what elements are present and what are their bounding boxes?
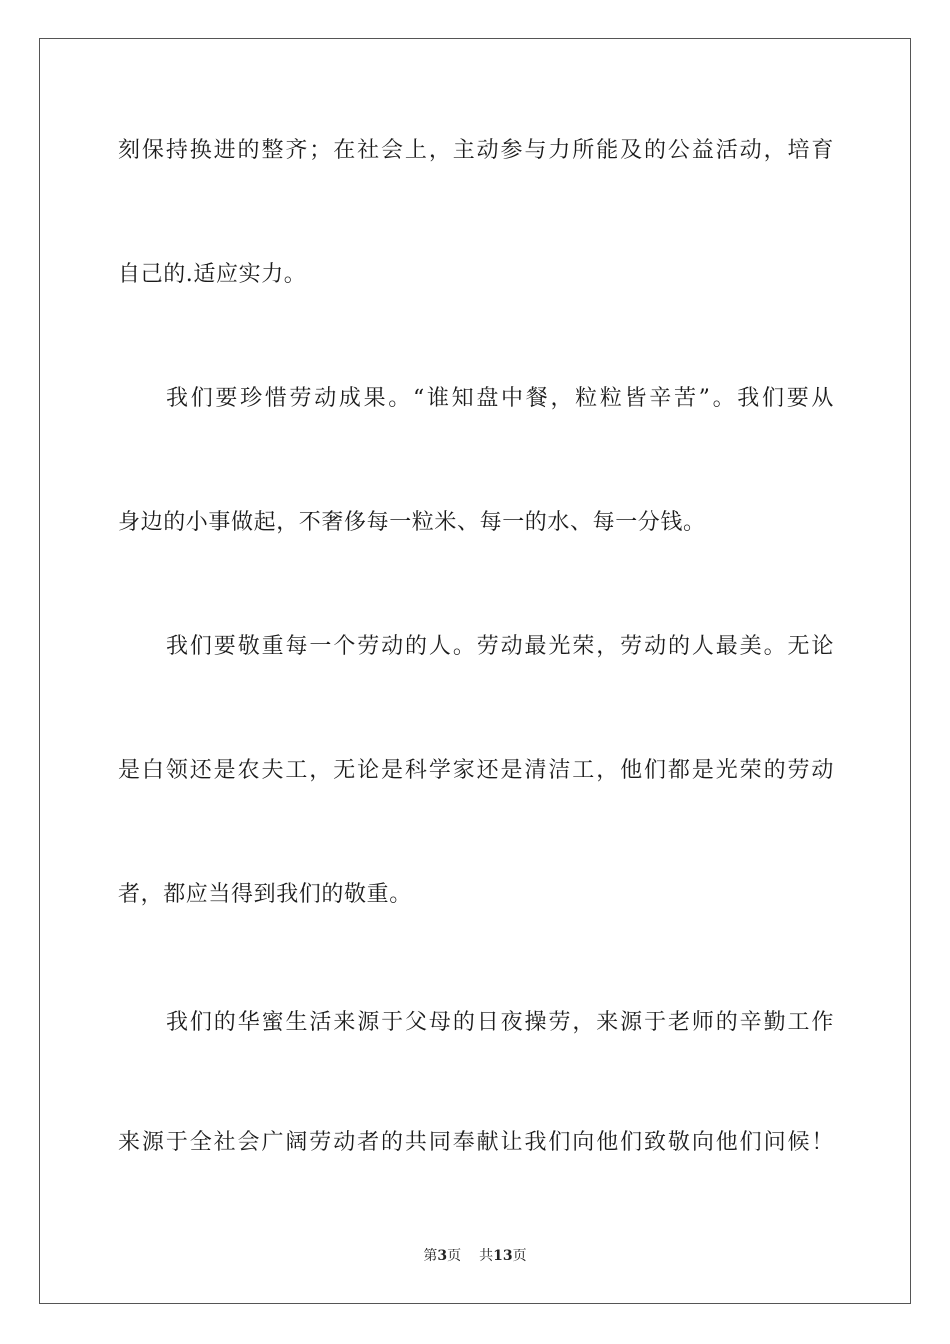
page-frame bbox=[39, 38, 911, 1304]
text-line: 是白领还是农夫工，无论是科学家还是清洁工，他们都是光荣的劳动 bbox=[118, 758, 834, 783]
text-line: 我们要珍惜劳动成果。“谁知盘中餐，粒粒皆辛苦”。我们要从 bbox=[166, 386, 834, 411]
text-line: 我们要敬重每一个劳动的人。劳动最光荣，劳动的人最美。无论 bbox=[166, 634, 834, 659]
page-footer bbox=[0, 1247, 950, 1265]
page-number: 3 bbox=[437, 1248, 448, 1264]
text-line: 身边的小事做起，不奢侈每一粒米、每一的水、每一分钱。 bbox=[118, 510, 706, 535]
text-line: 来源于全社会广阔劳动者的共同奉献让我们向他们致敬向他们问候！ bbox=[118, 1130, 834, 1155]
text-line: 者，都应当得到我们的敬重。 bbox=[118, 882, 412, 907]
total-prefix: 共 bbox=[479, 1248, 494, 1264]
page-unit: 页 bbox=[447, 1248, 462, 1264]
total-pages: 13 bbox=[493, 1248, 513, 1264]
text-line: 刻保持换进的整齐；在社会上，主动参与力所能及的公益活动，培育 bbox=[118, 138, 834, 163]
page-prefix: 第 bbox=[423, 1248, 438, 1264]
text-line: 我们的华蜜生活来源于父母的日夜操劳，来源于老师的辛勤工作 bbox=[166, 1010, 834, 1035]
total-unit: 页 bbox=[512, 1248, 527, 1264]
text-line: 自己的.适应实力。 bbox=[118, 262, 307, 287]
